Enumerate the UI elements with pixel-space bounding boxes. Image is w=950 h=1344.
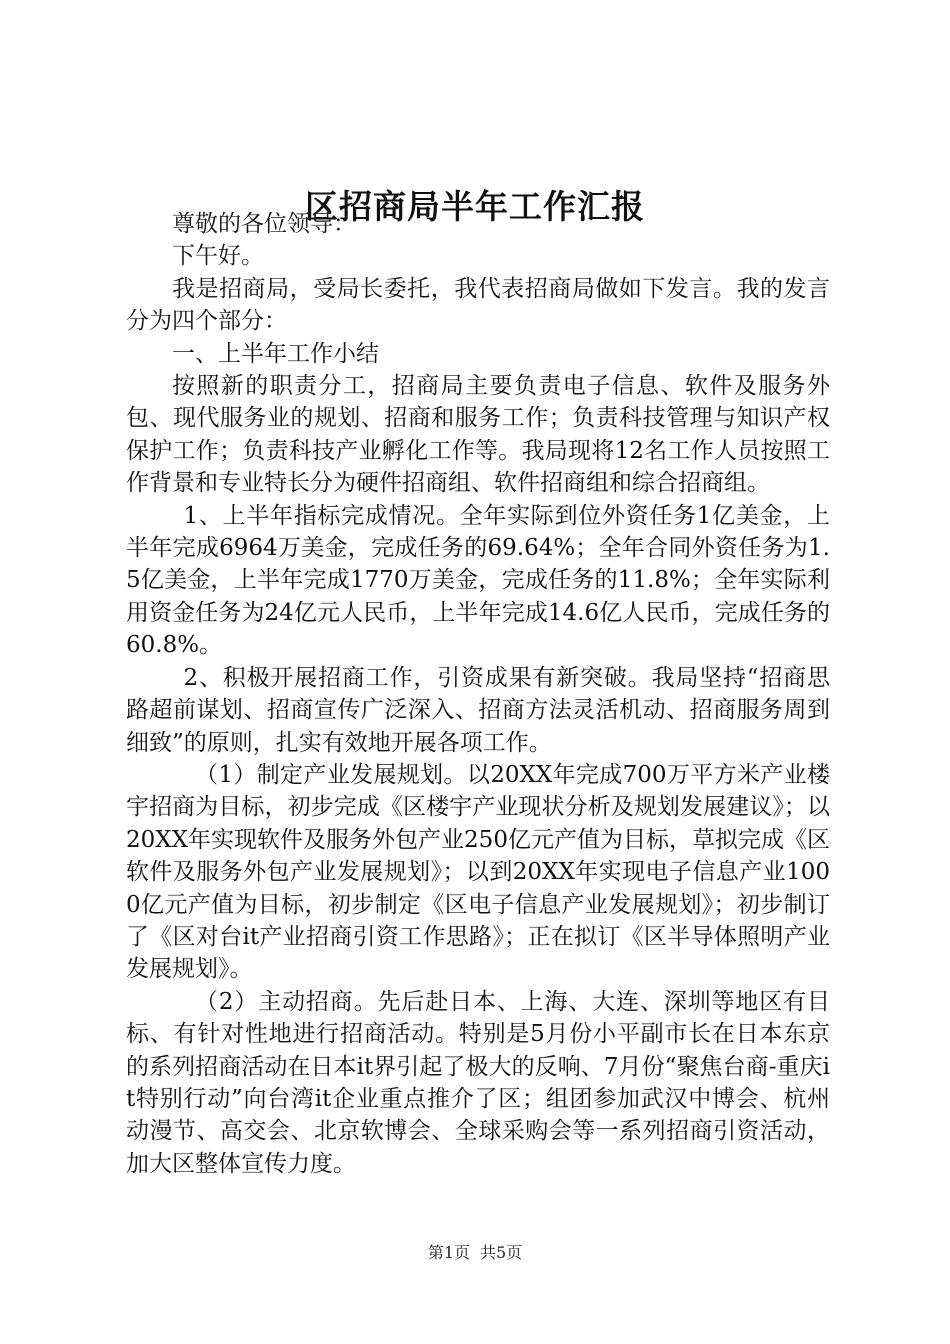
- paragraph-greeting: 下午好。: [172, 243, 264, 270]
- paragraph-investment-work: 2、积极开展招商工作，引资成果有新突破。我局坚持“招商思路超前谋划、招商宣传广泛深入、招商方法灵活机动、招商服务周到细致”的原则，扎实有效地开展各项工作。: [126, 664, 830, 756]
- page-footer: [0, 1242, 950, 1264]
- section-heading: 一、上半年工作小结: [172, 340, 379, 367]
- document-body: [126, 208, 830, 1180]
- paragraph-salutation: 尊敬的各位领导：: [172, 211, 356, 237]
- paragraph-responsibilities: 按照新的职责分工，招商局主要负责电子信息、软件及服务外包、现代服务业的规划、招商和服务工作；负责科技管理与知识产权保护工作；负责科技产业孵化工作等。我局现将12名工作人员按照工作背景和专业特长分为硬件招商组、软件招商组和综合招商组。: [126, 373, 830, 497]
- paragraph-industry-planning: （1）制定产业发展规划。以20XX年完成700万平方米产业楼宇招商为目标，初步完成《区楼宇产业现状分析及规划发展建议》；以20XX年实现软件及服务外包产业250亿元产值为目标，草拟完成《区软件及服务外包产业发展规划》；以到20XX年实现电子信息产业1000亿元产值为目标，初步制定《区电子信息产业发展规划》；初步制订了《区对台it产业招商引资工作思路》；正在拟订《区半导体照明产业发展规划》。: [126, 761, 830, 983]
- page-number: 第1页: [427, 1243, 470, 1262]
- paragraph-intro: 我是招商局，受局长委托，我代表招商局做如下发言。我的发言分为四个部分：: [126, 275, 830, 335]
- document-title: 区招商局半年工作汇报: [305, 187, 645, 226]
- paragraph-indicators: 1、上半年指标完成情况。全年实际到位外资任务1亿美金，上半年完成6964万美金，完成任务的69.64%；全年合同外资任务为1.5亿美金，上半年完成1770万美金，完成任务的11.8%；全年实际利用资金任务为24亿元人民币，上半年完成14.6亿人民币，完成任务的60.8%。: [126, 502, 830, 659]
- page-total: 共5页: [480, 1243, 523, 1262]
- paragraph-active-investment: （2）主动招商。先后赴日本、上海、大连、深圳等地区有目标、有针对性地进行招商活动。特别是5月份小平副市长在日本东京的系列招商活动在日本it界引起了极大的反响、7月份“聚焦台商-重庆it特别行动”向台湾it企业重点推介了区；组团参加武汉中博会、杭州动漫节、高交会、北京软博会、全球采购会等一系列招商引资活动，加大区整体宣传力度。: [126, 988, 830, 1177]
